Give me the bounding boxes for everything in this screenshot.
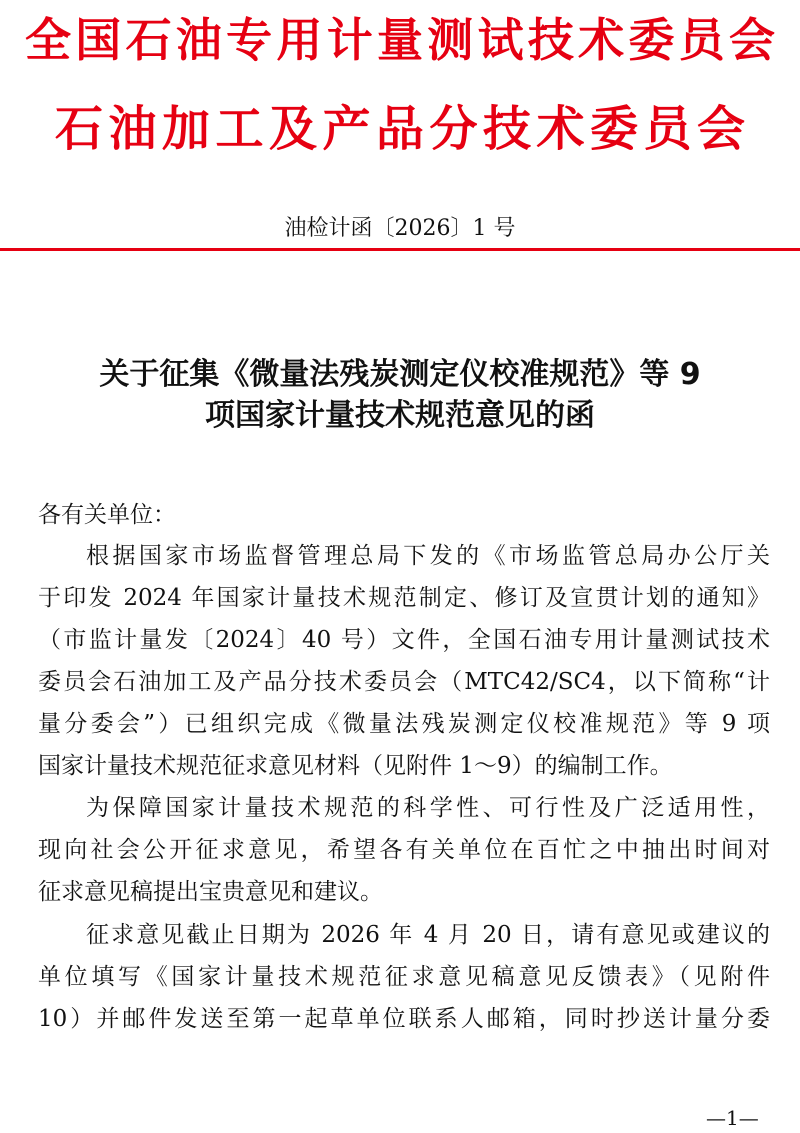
- document-title-line-1: 关于征集《微量法残炭测定仪校准规范》等 9: [99, 357, 701, 392]
- body-line: 征求意见截止日期为 2026 年 4 月 20 日，请有意见或建议的: [86, 922, 770, 948]
- body-line: 量分委会”）已组织完成《微量法残炭测定仪校准规范》等 9 项: [38, 711, 770, 737]
- body-line: 征求意见稿提出宝贵意见和建议。: [38, 879, 383, 905]
- salutation: 各有关单位：: [38, 502, 176, 528]
- body-line: 国家计量技术规范征求意见材料（见附件 1～9）的编制工作。: [38, 753, 673, 779]
- body-line: 10）并邮件发送至第一起草单位联系人邮箱，同时抄送计量分委: [38, 1006, 770, 1032]
- page-number: —1—: [706, 1106, 759, 1130]
- document-number: 油检计函〔2026〕1 号: [284, 216, 516, 241]
- body-line: 于印发 2024 年国家计量技术规范制定、修订及宣贯计划的通知》: [38, 585, 770, 611]
- document-title-line-2: 项国家计量技术规范意见的函: [205, 398, 595, 433]
- body-line: 现向社会公开征求意见，希望各有关单位在百忙之中抽出时间对: [38, 837, 770, 863]
- body-line: 根据国家市场监督管理总局下发的《市场监管总局办公厅关: [86, 543, 770, 569]
- issuer-line-2: 石油加工及产品分技术委员会: [55, 101, 745, 157]
- body-line: （市监计量发〔2024〕40 号）文件，全国石油专用计量测试技术: [38, 627, 770, 653]
- body-line: 单位填写《国家计量技术规范征求意见稿意见反馈表》（见附件: [38, 964, 770, 990]
- issuer-line-1: 全国石油专用计量测试技术委员会: [25, 13, 775, 67]
- red-divider: [0, 248, 800, 251]
- body-line: 委员会石油加工及产品分技术委员会（MTC42/SC4，以下简称“计: [38, 669, 770, 695]
- body-line: 为保障国家计量技术规范的科学性、可行性及广泛适用性，: [86, 795, 770, 821]
